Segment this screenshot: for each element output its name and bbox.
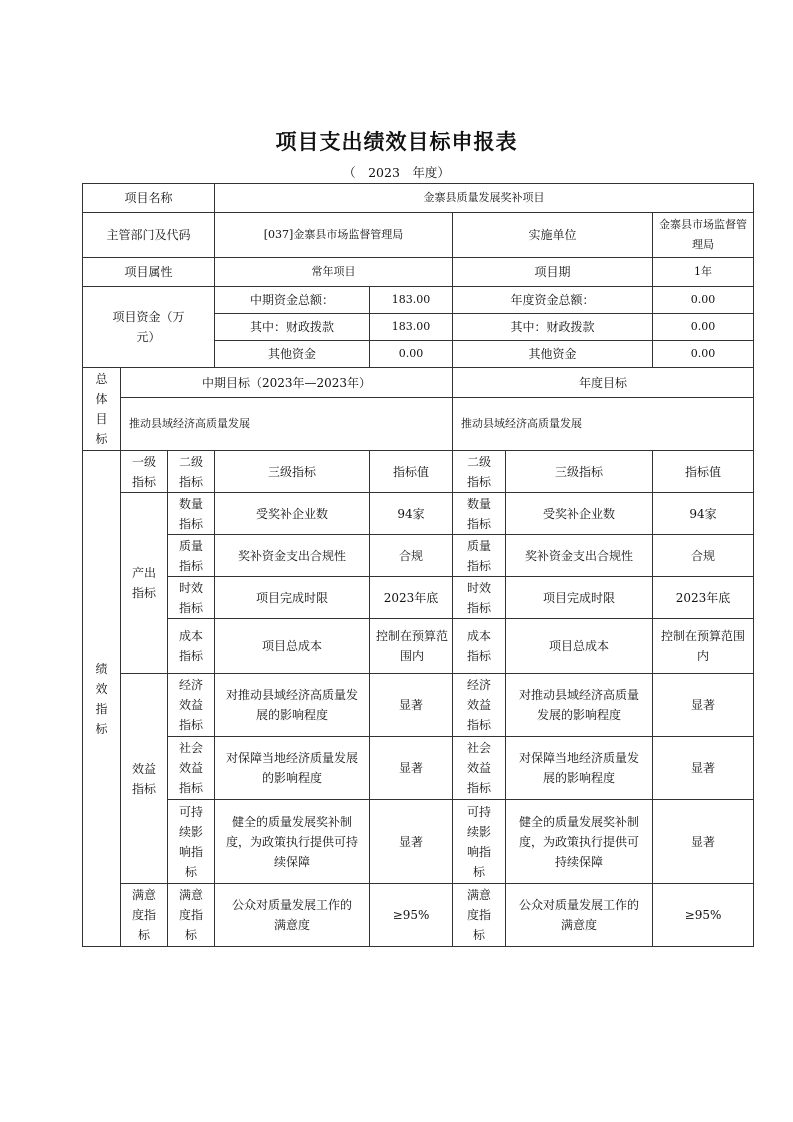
- level3-cell: 健全的质量发展奖补制度，为政策执行提供可持续保障: [215, 800, 370, 884]
- level3-header: 三级指标: [215, 451, 370, 493]
- mid-fiscal-label: 其中：财政拨款: [215, 314, 370, 341]
- level2-quality-annual: 质量指标: [453, 535, 506, 577]
- level2-quantity-annual: 数量指标: [453, 493, 506, 535]
- level2-header-annual: 二级指标: [453, 451, 506, 493]
- level2-sustainable: 可持续影响指标: [168, 800, 215, 884]
- annual-total-label: 年度资金总额：: [453, 287, 653, 314]
- period-value: 1年: [653, 258, 754, 287]
- level2-economic: 经济效益指标: [168, 674, 215, 737]
- form-year: （ 2023 年度）: [343, 165, 450, 180]
- attr-label: 项目属性: [83, 258, 215, 287]
- value-cell-annual: 显著: [653, 800, 754, 884]
- value-cell: ≥95%: [370, 884, 453, 947]
- level3-cell-annual: 项目完成时限: [506, 577, 653, 619]
- value-header-annual: 指标值: [653, 451, 754, 493]
- funds-label: 项目资金（万元）: [83, 287, 215, 368]
- level2-quality: 质量指标: [168, 535, 215, 577]
- mid-goal-header: 中期目标（2023年—2023年）: [121, 368, 453, 398]
- form-title: 项目支出绩效目标申报表: [275, 129, 518, 154]
- level2-economic-annual: 经济效益指标: [453, 674, 506, 737]
- level1-header: 一级指标: [121, 451, 168, 493]
- mid-total-label: 中期资金总额：: [215, 287, 370, 314]
- period-label: 项目期: [453, 258, 653, 287]
- value-cell: 显著: [370, 674, 453, 737]
- attr-value: 常年项目: [215, 258, 453, 287]
- level2-quantity: 数量指标: [168, 493, 215, 535]
- dept-label: 主管部门及代码: [83, 213, 215, 258]
- performance-target-table: [82, 183, 754, 947]
- value-cell: 控制在预算范围内: [370, 619, 453, 674]
- level3-cell-annual: 对推动县域经济高质量发展的影响程度: [506, 674, 653, 737]
- value-cell: 合规: [370, 535, 453, 577]
- level3-cell: 受奖补企业数: [215, 493, 370, 535]
- level3-cell-annual: 对保障当地经济质量发展的影响程度: [506, 737, 653, 800]
- mid-total-value: 183.00: [370, 287, 453, 314]
- annual-fiscal-label: 其中：财政拨款: [453, 314, 653, 341]
- value-cell: 94家: [370, 493, 453, 535]
- project-name-label: 项目名称: [83, 184, 215, 213]
- annual-other-label: 其他资金: [453, 341, 653, 368]
- annual-goal-header: 年度目标: [453, 368, 754, 398]
- dept-value: [037]金寨县市场监督管理局: [215, 213, 453, 258]
- satisfaction-indicator-label: 满意度指标: [121, 884, 168, 947]
- mid-goal-text: 推动县域经济高质量发展: [121, 398, 453, 451]
- value-cell-annual: 控制在预算范围内: [653, 619, 754, 674]
- mid-other-label: 其他资金: [215, 341, 370, 368]
- level2-cost-annual: 成本指标: [453, 619, 506, 674]
- overall-goal-label: 总体目标: [83, 368, 121, 451]
- level2-social: 社会效益指标: [168, 737, 215, 800]
- level3-cell: 项目完成时限: [215, 577, 370, 619]
- level2-timeliness-annual: 时效指标: [453, 577, 506, 619]
- level3-cell: 对推动县域经济高质量发展的影响程度: [215, 674, 370, 737]
- level2-header: 二级指标: [168, 451, 215, 493]
- level2-timeliness: 时效指标: [168, 577, 215, 619]
- mid-other-value: 0.00: [370, 341, 453, 368]
- level3-cell: 对保障当地经济质量发展的影响程度: [215, 737, 370, 800]
- value-cell-annual: 94家: [653, 493, 754, 535]
- annual-other-value: 0.00: [653, 341, 754, 368]
- value-cell-annual: 合规: [653, 535, 754, 577]
- level2-satisfaction: 满意度指标: [168, 884, 215, 947]
- level3-cell: 奖补资金支出合规性: [215, 535, 370, 577]
- indicators-label: 绩效指标: [83, 451, 121, 947]
- value-cell-annual: 显著: [653, 737, 754, 800]
- output-indicator-label: 产出指标: [121, 493, 168, 674]
- level3-cell: 公众对质量发展工作的满意度: [215, 884, 370, 947]
- level3-cell: 项目总成本: [215, 619, 370, 674]
- mid-fiscal-value: 183.00: [370, 314, 453, 341]
- annual-fiscal-value: 0.00: [653, 314, 754, 341]
- level2-sustainable-annual: 可持续影响指标: [453, 800, 506, 884]
- value-cell-annual: 显著: [653, 674, 754, 737]
- value-cell: 显著: [370, 737, 453, 800]
- impl-unit-label: 实施单位: [453, 213, 653, 258]
- value-header: 指标值: [370, 451, 453, 493]
- level2-satisfaction-annual: 满意度指标: [453, 884, 506, 947]
- value-cell-annual: ≥95%: [653, 884, 754, 947]
- level2-social-annual: 社会效益指标: [453, 737, 506, 800]
- impl-unit-value: 金寨县市场监督管理局: [653, 213, 754, 258]
- value-cell: 显著: [370, 800, 453, 884]
- level3-cell-annual: 公众对质量发展工作的满意度: [506, 884, 653, 947]
- project-name-value: 金寨县质量发展奖补项目: [215, 184, 754, 213]
- level3-cell-annual: 受奖补企业数: [506, 493, 653, 535]
- level3-cell-annual: 奖补资金支出合规性: [506, 535, 653, 577]
- level3-cell-annual: 健全的质量发展奖补制度，为政策执行提供可持续保障: [506, 800, 653, 884]
- level2-cost: 成本指标: [168, 619, 215, 674]
- annual-goal-text: 推动县域经济高质量发展: [453, 398, 754, 451]
- level3-cell-annual: 项目总成本: [506, 619, 653, 674]
- value-cell: 2023年底: [370, 577, 453, 619]
- value-cell-annual: 2023年底: [653, 577, 754, 619]
- annual-total-value: 0.00: [653, 287, 754, 314]
- level3-header-annual: 三级指标: [506, 451, 653, 493]
- benefit-indicator-label: 效益指标: [121, 674, 168, 884]
